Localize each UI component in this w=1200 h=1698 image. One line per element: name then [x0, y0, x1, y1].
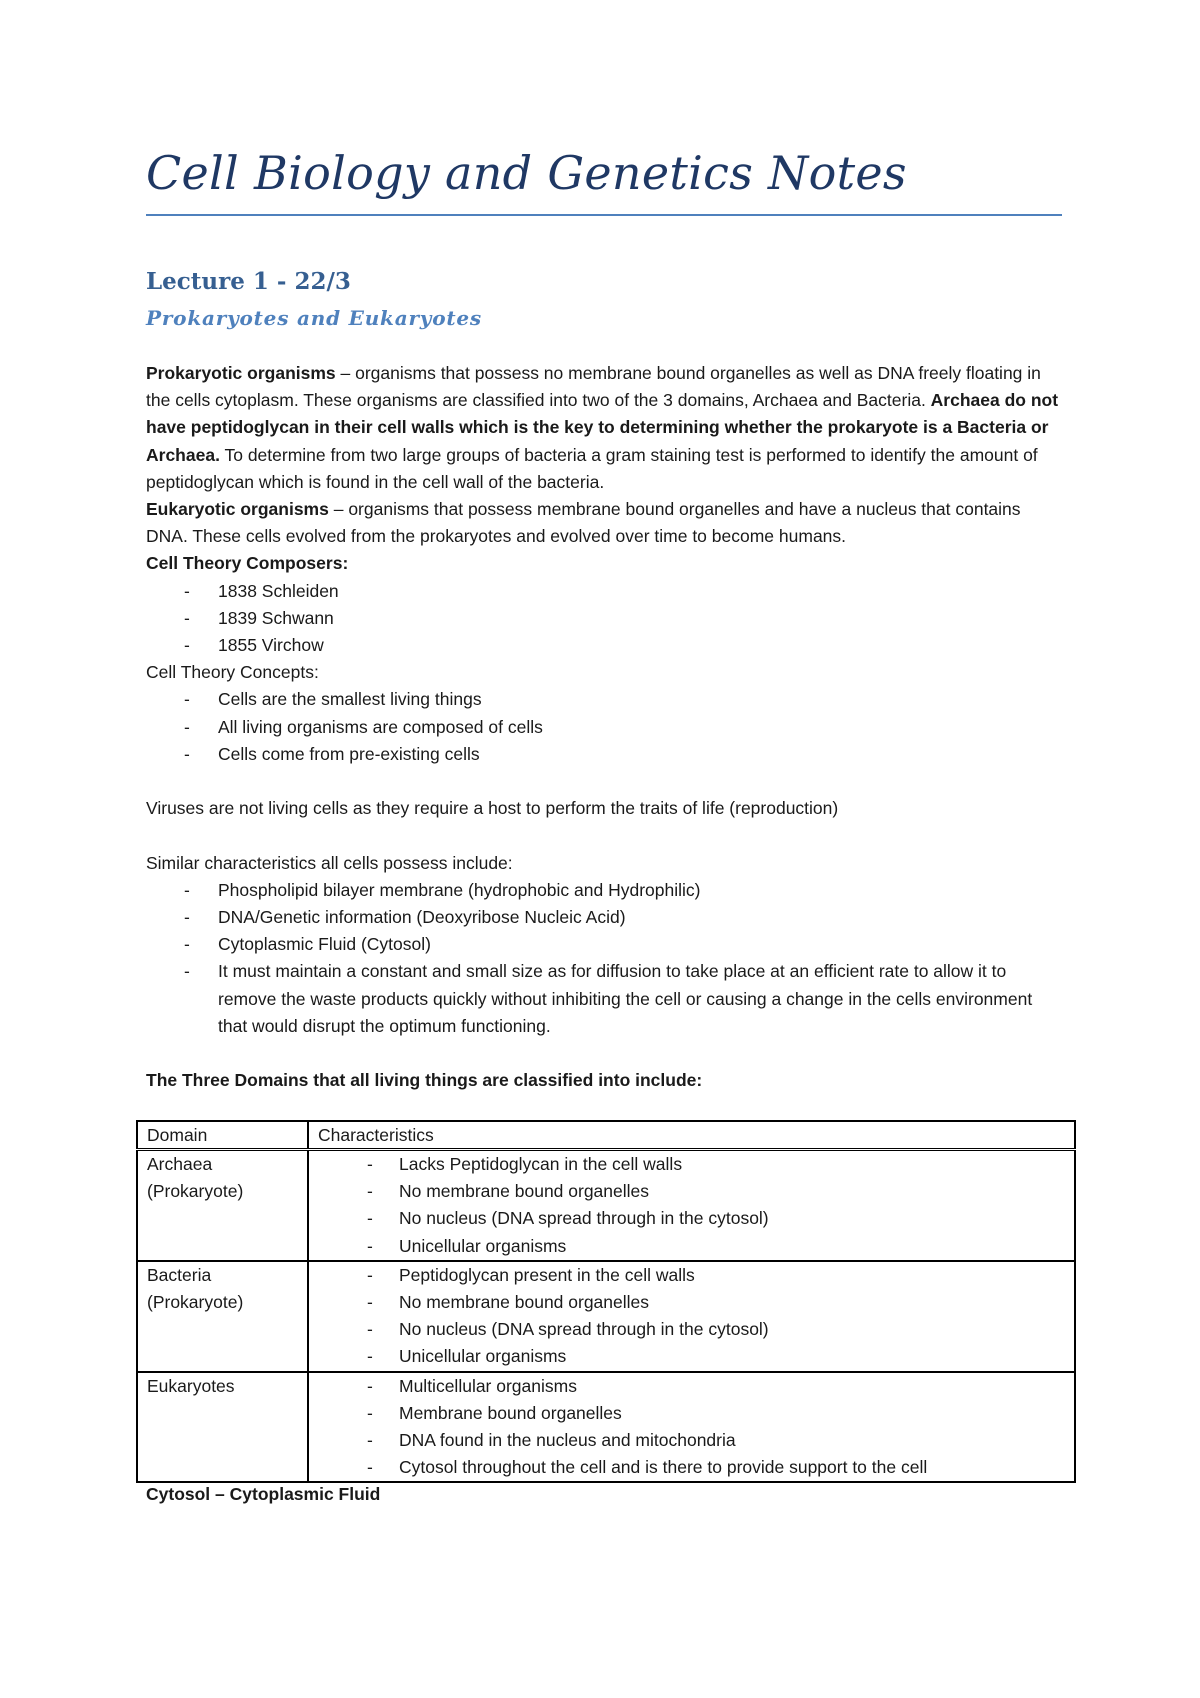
list-item: - 1855 Virchow — [146, 632, 1066, 659]
list-item: - Cytosol throughout the cell and is there to provide support to the cell — [318, 1454, 1074, 1481]
list-item: - No nucleus (DNA spread through in the cytosol) — [318, 1316, 1074, 1343]
eukaryotic-paragraph — [146, 496, 1066, 550]
characteristics-cell — [308, 1261, 1075, 1372]
similar-list — [146, 877, 1066, 1040]
spacer — [146, 1040, 1066, 1067]
eukaryotic-text: – organisms that possess membrane bound organelles and have a nucleus that contains DNA. These cells evolved from the prokaryotes and evolved over time to become humans. — [146, 499, 1021, 547]
domains-heading-text: The Three Domains that all living things are classified into include: — [146, 1070, 703, 1091]
concepts-heading: Cell Theory Concepts: — [146, 662, 319, 683]
prokaryotic-text-1: – organisms that possess no membrane bound organelles as well as DNA freely floating in the cells cytoplasm. These organisms are classified into two of the 3 domains, Archaea and Bacteria. — [146, 363, 1041, 411]
characteristics-cell — [308, 1372, 1075, 1483]
header-domain: Domain — [137, 1121, 308, 1150]
domains-table-wrapper — [136, 1120, 1076, 1483]
lecture-heading: Lecture 1 - 22/3 — [146, 268, 351, 295]
eukaryotic-term: Eukaryotic organisms — [146, 499, 329, 520]
list-item: - Lacks Peptidoglycan in the cell walls — [318, 1151, 1074, 1178]
characteristics-list — [318, 1151, 1074, 1260]
list-item: - Cells come from pre-existing cells — [146, 741, 1066, 768]
list-item: - Membrane bound organelles — [318, 1400, 1074, 1427]
lecture-subtitle: Prokaryotes and Eukaryotes — [146, 306, 482, 330]
domain-cell — [137, 1150, 308, 1261]
domain-cell — [137, 1261, 308, 1372]
table-row — [137, 1372, 1075, 1483]
domain-name: Archaea — [147, 1154, 213, 1174]
domains-table — [136, 1120, 1076, 1483]
composers-heading-text: Cell Theory Composers: — [146, 553, 349, 574]
spacer — [146, 768, 1066, 795]
list-item: - Multicellular organisms — [318, 1373, 1074, 1400]
list-item: - Cells are the smallest living things — [146, 686, 1066, 713]
list-item: - Unicellular organisms — [318, 1233, 1074, 1260]
domain-type: (Prokaryote) — [147, 1292, 244, 1313]
list-item: - Phospholipid bilayer membrane (hydrophobic and Hydrophilic) — [146, 877, 1066, 904]
domain-cell — [137, 1372, 308, 1483]
prokaryotic-term: Prokaryotic organisms — [146, 363, 336, 383]
list-item: - DNA found in the nucleus and mitochondria — [318, 1427, 1074, 1454]
table-row — [137, 1261, 1075, 1372]
list-item: - 1838 Schleiden — [146, 578, 1066, 605]
similar-heading: Similar characteristics all cells possess include: — [146, 852, 513, 873]
composers-list — [146, 578, 1066, 660]
domains-heading — [146, 1067, 1066, 1094]
domain-type: (Prokaryote) — [147, 1181, 244, 1202]
table-header-row — [137, 1121, 1075, 1150]
document-title: Cell Biology and Genetics Notes — [146, 146, 907, 200]
list-item: - Peptidoglycan present in the cell walls — [318, 1262, 1074, 1289]
prokaryotic-key-point: Archaea do not have peptidoglycan in their cell walls which is the key to determining whether the prokaryote is a Bacteria or Archaea. — [146, 390, 1059, 465]
list-item: - No membrane bound organelles — [318, 1289, 1074, 1316]
list-item: - DNA/Genetic information (Deoxyribose Nucleic Acid) — [146, 904, 1066, 931]
table-row — [137, 1150, 1075, 1261]
list-item: - No membrane bound organelles — [318, 1178, 1074, 1205]
list-item: - No nucleus (DNA spread through in the cytosol) — [318, 1205, 1074, 1232]
concepts-list — [146, 686, 1066, 768]
list-item: - Unicellular organisms — [318, 1343, 1074, 1370]
characteristics-list — [318, 1262, 1074, 1371]
header-characteristics: Characteristics — [308, 1121, 1075, 1150]
prokaryotic-text-2: To determine from two large groups of bacteria a gram staining test is performed to identify the amount of peptidoglycan which is found in the cell wall of the bacteria. — [146, 444, 1038, 492]
list-item: - It must maintain a constant and small size as for diffusion to take place at an efficient rate to allow it to remove the waste products quickly without inhibiting the cell or causing a change in the cells environment that would disrupt the optimum functioning. — [146, 958, 1066, 1040]
list-item: - Cytoplasmic Fluid (Cytosol) — [146, 931, 1066, 958]
characteristics-cell — [308, 1150, 1075, 1261]
spacer — [146, 822, 1066, 849]
title-underline — [146, 214, 1062, 216]
domain-name: Eukaryotes — [147, 1375, 235, 1396]
composers-heading — [146, 550, 1066, 577]
characteristics-list — [318, 1373, 1074, 1482]
prokaryotic-paragraph — [146, 360, 1066, 496]
list-item: - 1839 Schwann — [146, 605, 1066, 632]
list-item: - All living organisms are composed of cells — [146, 714, 1066, 741]
viruses-paragraph: Viruses are not living cells as they require a host to perform the traits of life (reproduction) — [146, 798, 839, 819]
cytosol-note: Cytosol – Cytoplasmic Fluid — [146, 1484, 381, 1504]
notes-body — [146, 360, 1066, 1094]
domain-name: Bacteria — [147, 1264, 212, 1285]
